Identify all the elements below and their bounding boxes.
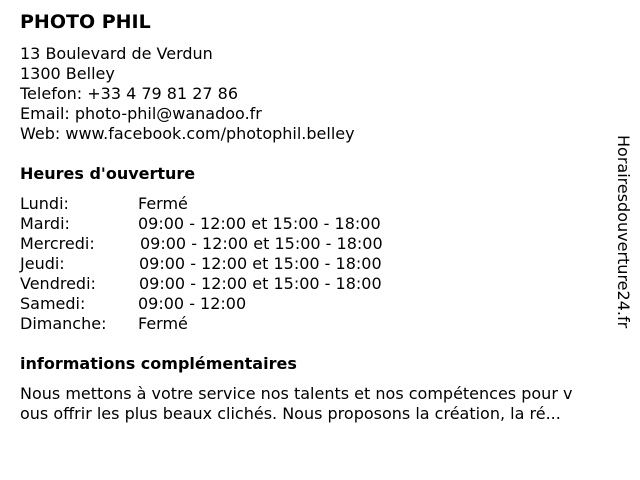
day-label: Lundi: — [20, 194, 69, 213]
site-watermark: Horairesdouverture24.fr — [614, 135, 633, 329]
time-value: 09:00 - 12:00 et 15:00 - 18:00 — [139, 274, 382, 293]
time-value: 09:00 - 12:00 — [138, 294, 247, 313]
time-value: 09:00 - 12:00 et 15:00 - 18:00 — [139, 254, 382, 273]
day-label: Dimanche: — [20, 314, 107, 333]
day-label: Mardi: — [20, 214, 70, 233]
time-value: Fermé — [138, 194, 188, 213]
phone-number: Telefon: +33 4 79 81 27 86 — [20, 84, 239, 103]
time-value: 09:00 - 12:00 et 15:00 - 18:00 — [140, 234, 383, 253]
email-address: Email: photo-phil@wanadoo.fr — [20, 104, 262, 123]
opening-hours-table — [20, 194, 440, 334]
day-label: Samedi: — [20, 294, 86, 313]
time-value: Fermé — [138, 314, 188, 333]
time-value: 09:00 - 12:00 et 15:00 - 18:00 — [138, 214, 381, 233]
address-city: 1300 Belley — [20, 64, 115, 83]
day-label: Vendredi: — [20, 274, 96, 293]
address-street: 13 Boulevard de Verdun — [20, 44, 213, 63]
contact-block — [20, 44, 355, 144]
hours-row-friday — [20, 274, 440, 294]
description-line-2: ous offrir les plus beaux clichés. Nous proposons la création, la ré... — [20, 404, 561, 423]
description-line-1: Nous mettons à votre service nos talents et nos compétences pour v — [20, 384, 573, 403]
day-label: Mercredi: — [20, 234, 95, 253]
additional-info-heading: informations complémentaires — [20, 354, 297, 373]
day-label: Jeudi: — [20, 254, 65, 273]
hours-row-wednesday — [20, 234, 440, 254]
hours-row-monday — [20, 194, 440, 214]
additional-info-text — [20, 384, 620, 424]
hours-row-tuesday — [20, 214, 440, 234]
hours-row-saturday — [20, 294, 440, 314]
hours-row-thursday — [20, 254, 440, 274]
website: Web: www.facebook.com/photophil.belley — [20, 124, 355, 143]
business-name: PHOTO PHIL — [20, 11, 151, 33]
opening-hours-heading: Heures d'ouverture — [20, 164, 196, 183]
hours-row-sunday — [20, 314, 440, 334]
